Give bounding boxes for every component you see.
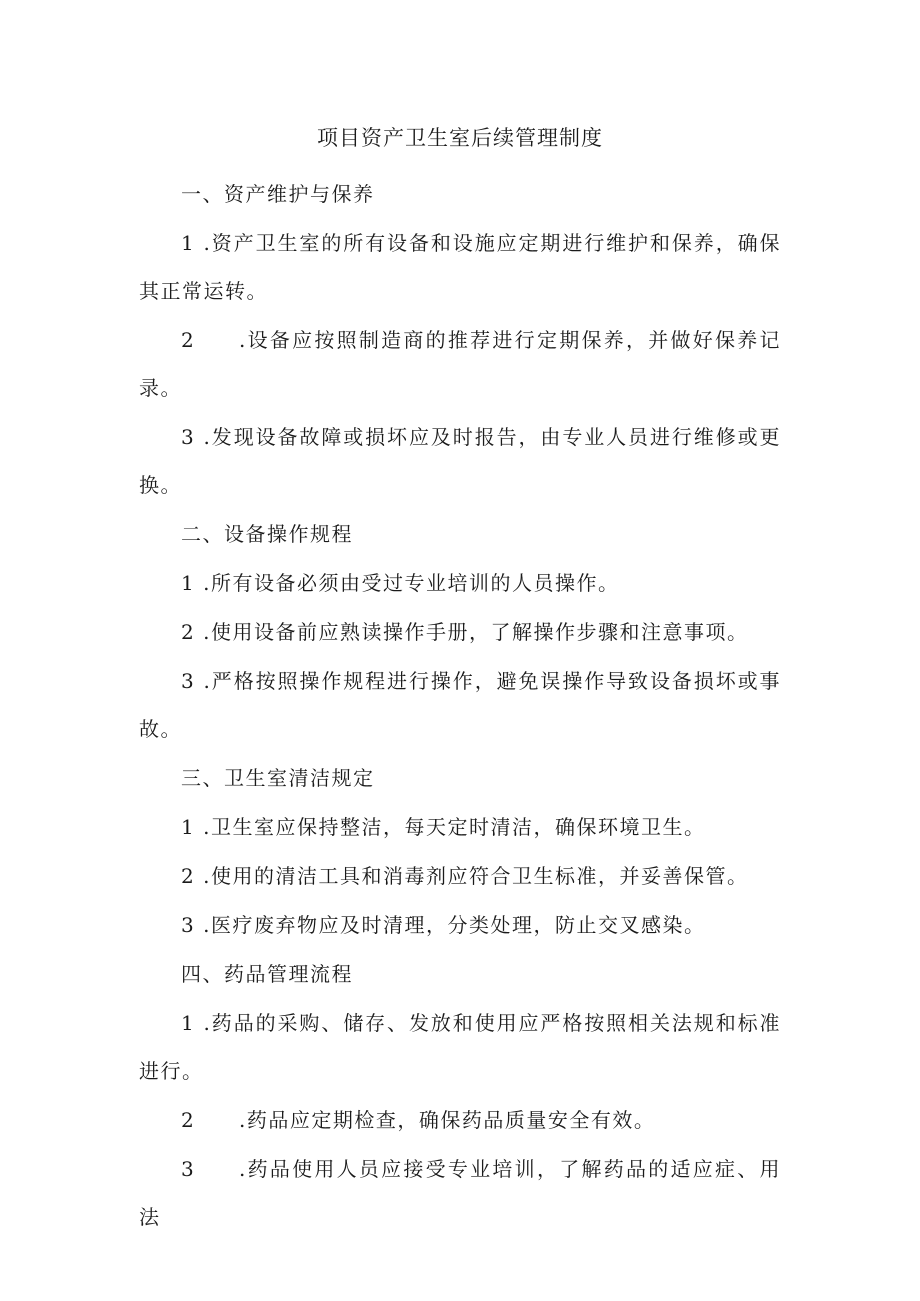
section-3-item-3 bbox=[139, 901, 781, 949]
section-3-item-2 bbox=[139, 852, 781, 900]
item-text: .所有设备必须由受过专业培训的人员操作。 bbox=[203, 571, 620, 595]
item-number: 3 bbox=[181, 669, 196, 693]
section-2-item-3 bbox=[139, 657, 781, 753]
document-title: 项目资产卫生室后续管理制度 bbox=[317, 126, 603, 150]
item-number: 3 bbox=[181, 913, 196, 937]
section-2-item-1 bbox=[139, 559, 781, 607]
item-text: .发现设备故障或损坏应及时报告，由专业人员进行维修或更换。 bbox=[139, 425, 782, 497]
item-number: 2 bbox=[181, 328, 196, 352]
item-text: .药品的采购、储存、发放和使用应严格按照相关法规和标准进行。 bbox=[139, 1011, 782, 1083]
item-number: 2 bbox=[181, 864, 196, 888]
section-heading-1: 一、资产维护与保养 bbox=[181, 182, 375, 206]
item-text: .使用设备前应熟读操作手册，了解操作步骤和注意事项。 bbox=[203, 620, 749, 644]
item-text: .医疗废弃物应及时清理，分类处理，防止交叉感染。 bbox=[203, 913, 706, 937]
section-3-item-1 bbox=[139, 803, 781, 851]
item-text: .卫生室应保持整洁，每天定时清洁，确保环境卫生。 bbox=[203, 815, 706, 839]
item-number: 2 bbox=[181, 620, 196, 644]
section-4-item-3 bbox=[139, 1145, 781, 1241]
item-number: 1 bbox=[181, 231, 196, 255]
section-4-item-2 bbox=[139, 1096, 781, 1144]
item-text: .严格按照操作规程进行操作，避免误操作导致设备损坏或事故。 bbox=[139, 669, 782, 741]
item-number: 1 bbox=[181, 815, 196, 839]
item-text: .药品应定期检查，确保药品质量安全有效。 bbox=[239, 1108, 656, 1132]
section-heading-4: 四、药品管理流程 bbox=[181, 962, 353, 986]
section-1-item-3 bbox=[139, 413, 781, 509]
item-number: 1 bbox=[181, 1011, 196, 1035]
item-text: .药品使用人员应接受专业培训，了解药品的适应症、用法 bbox=[139, 1157, 781, 1229]
item-number: 3 bbox=[181, 1157, 196, 1181]
section-heading-3: 三、卫生室清洁规定 bbox=[181, 766, 375, 790]
item-number: 3 bbox=[181, 425, 196, 449]
section-1-item-2 bbox=[139, 316, 781, 412]
section-2-item-2 bbox=[139, 608, 781, 656]
item-text: .资产卫生室的所有设备和设施应定期进行维护和保养，确保其正常运转。 bbox=[139, 231, 782, 303]
section-4-item-1 bbox=[139, 999, 781, 1095]
item-text: .设备应按照制造商的推荐进行定期保养，并做好保养记录。 bbox=[139, 328, 781, 400]
item-number: 1 bbox=[181, 571, 196, 595]
item-text: .使用的清洁工具和消毒剂应符合卫生标准，并妥善保管。 bbox=[203, 864, 749, 888]
section-1-item-1 bbox=[139, 219, 781, 315]
section-heading-2: 二、设备操作规程 bbox=[181, 522, 353, 546]
item-number: 2 bbox=[181, 1108, 196, 1132]
document-body bbox=[139, 170, 781, 1242]
